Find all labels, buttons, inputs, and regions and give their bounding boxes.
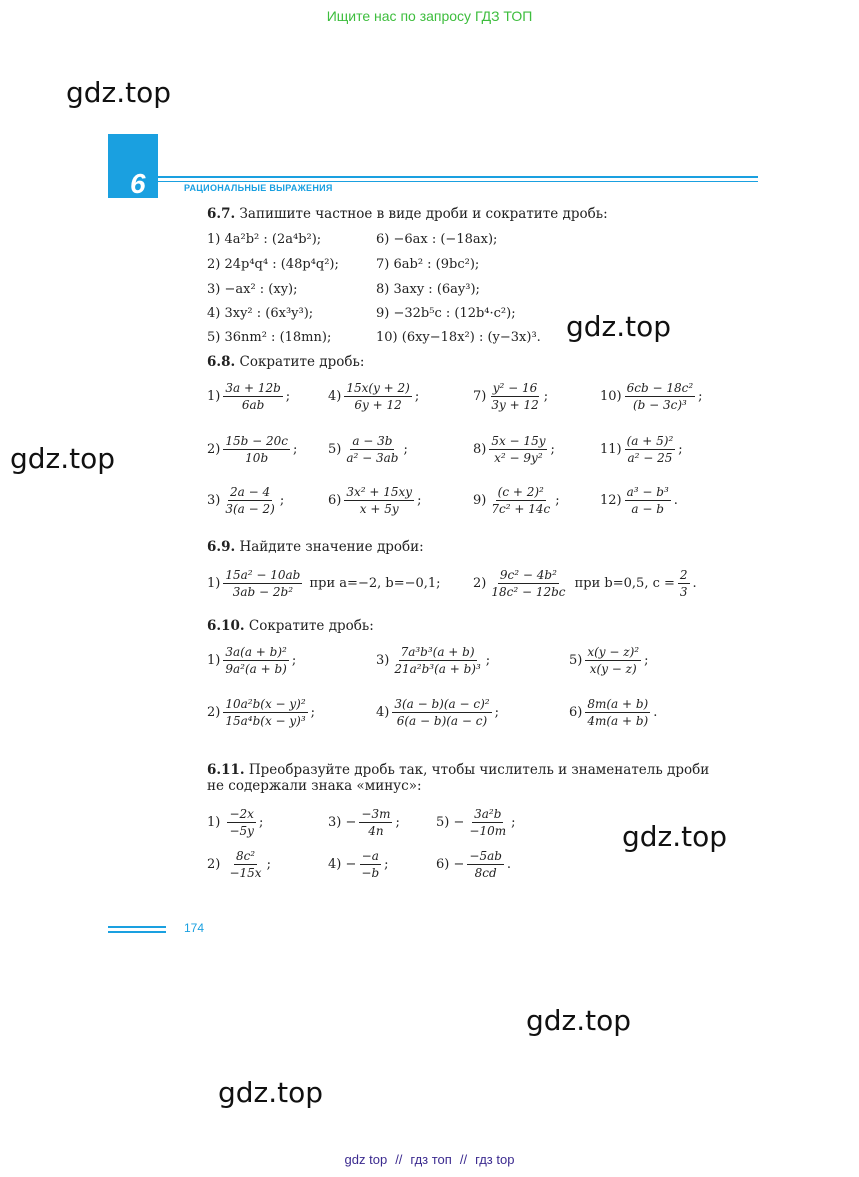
denominator: 3ab − 2b² [232, 585, 293, 599]
numerator: 8m(a + b) [587, 697, 649, 711]
item-label: 3) [207, 493, 221, 508]
condition: при b=0,5, [574, 576, 649, 591]
punct: ; [266, 857, 271, 872]
fraction-item [473, 485, 560, 516]
task-number: 6.10. [207, 618, 245, 634]
header-rule [158, 176, 758, 178]
denominator: 6y + 12 [354, 398, 402, 412]
fraction [625, 485, 671, 516]
fraction-item [473, 381, 548, 412]
sign: − [345, 857, 357, 872]
numerator: 3a + 12b [225, 381, 281, 395]
punct: ; [417, 493, 422, 508]
fraction-item [436, 807, 515, 838]
fraction [625, 381, 696, 412]
punct: ; [644, 653, 649, 668]
separator: // [459, 1152, 468, 1167]
denominator: 3y + 12 [491, 398, 539, 412]
denominator: 7c² + 14c [491, 502, 551, 516]
fraction-item [569, 697, 657, 728]
item-label: 4) [376, 705, 390, 720]
punct: ; [555, 493, 560, 508]
task-number: 6.11. [207, 762, 245, 778]
denominator: x + 5y [359, 502, 399, 516]
punct: ; [494, 705, 499, 720]
numerator: −a [361, 849, 379, 863]
task-6-8-heading [207, 354, 364, 370]
denominator: 4n [368, 824, 384, 838]
denominator: −15x [229, 866, 262, 880]
denominator: x(y − z) [589, 662, 637, 676]
fraction-item [436, 849, 511, 880]
item-label: 8) [473, 442, 487, 457]
item-label: 6) [569, 705, 583, 720]
task-item: 4) 3xy² : (6x³y³); [207, 306, 314, 321]
item-label: 1) [207, 653, 221, 668]
task-6-9-heading [207, 539, 424, 555]
punct: ; [414, 389, 420, 404]
fraction [344, 485, 414, 516]
sign: − [345, 815, 357, 830]
watermark: gdz.top [10, 442, 116, 475]
fraction-item [600, 485, 678, 516]
fraction-item [328, 849, 389, 880]
fraction-item [328, 381, 419, 412]
fraction [227, 849, 263, 880]
item-label: 5) [569, 653, 583, 668]
task-text: Сократите дробь: [248, 618, 374, 634]
fraction [223, 697, 307, 728]
fraction-item [207, 849, 271, 880]
fraction-item [600, 434, 683, 465]
task-text: Запишите частное в виде дроби и сократите дробь: [239, 206, 608, 222]
denominator: 10b [245, 451, 269, 465]
numerator: 3a²b [474, 807, 502, 821]
fraction [223, 485, 276, 516]
task-item: 6) −6ax : (−18ax); [376, 232, 498, 247]
item-label: 1) [207, 815, 221, 830]
numerator: −2x [229, 807, 254, 821]
punct: ; [285, 389, 291, 404]
numerator: 2 [679, 568, 688, 582]
footer-link[interactable]: gdz top [344, 1152, 388, 1167]
footer-rule [108, 926, 166, 928]
numerator: 2a − 4 [230, 485, 271, 499]
punct: ; [395, 815, 400, 830]
fraction-item [207, 434, 297, 465]
item-label: 10) [600, 389, 622, 404]
numerator: a − 3b [352, 434, 393, 448]
item-label: 1) [207, 389, 221, 404]
fraction [489, 568, 567, 599]
task-text: не содержали знака «минус»: [207, 778, 422, 794]
numerator: 5x − 15y [491, 434, 546, 448]
sign: − [453, 815, 465, 830]
denominator: a² − 25 [627, 451, 673, 465]
fraction [467, 807, 508, 838]
numerator: −3m [361, 807, 391, 821]
item-label: 2) [207, 442, 221, 457]
fraction [625, 434, 676, 465]
task-text: Сократите дробь: [239, 354, 365, 370]
task-number: 6.9. [207, 539, 236, 555]
task-item: 9) −32b⁵c : (12b⁴·c²); [376, 306, 516, 321]
item-label: 2) [473, 576, 487, 591]
footer-links [0, 1152, 859, 1167]
task-item: 7) 6ab² : (9bc²); [376, 257, 480, 272]
footer-link[interactable]: гдз топ [410, 1152, 452, 1167]
denominator: 8cd [474, 866, 497, 880]
fraction [489, 381, 540, 412]
task-item: 3) −ax² : (xy); [207, 282, 298, 297]
item-label: 4) [328, 389, 342, 404]
item-label: 3) [376, 653, 390, 668]
item-label: 12) [600, 493, 622, 508]
punct: ; [485, 653, 491, 668]
item-label: 5) [328, 442, 342, 457]
punct: ; [292, 442, 298, 457]
fraction [585, 645, 641, 676]
task-item: 5) 36nm² : (18mn); [207, 330, 332, 345]
denominator: (b − 3c)³ [632, 398, 687, 412]
watermark: gdz.top [622, 820, 728, 853]
numerator: 8c² [235, 849, 256, 863]
fraction-item [328, 485, 421, 516]
numerator: 15x(y + 2) [346, 381, 410, 395]
fraction-item [473, 568, 697, 599]
denominator: 6(a − b)(a − c) [396, 714, 488, 728]
numerator: 6cb − 18c² [626, 381, 694, 395]
header-rule [158, 181, 758, 182]
chapter-title: РАЦИОНАЛЬНЫЕ ВЫРАЖЕНИЯ [184, 183, 333, 193]
item-label: 3) [328, 815, 342, 830]
punct: . [653, 705, 658, 720]
denominator: −10m [469, 824, 507, 838]
numerator: −5ab [469, 849, 502, 863]
denominator: x² − 9y² [494, 451, 543, 465]
footer-rule [108, 931, 166, 933]
item-label: 11) [600, 442, 622, 457]
watermark: gdz.top [526, 1004, 632, 1037]
fraction [223, 568, 302, 599]
numerator: 10a²b(x − y)² [225, 697, 306, 711]
watermark: gdz.top [218, 1076, 324, 1109]
fraction-item [376, 645, 490, 676]
punct: ; [550, 442, 555, 457]
fraction [344, 434, 400, 465]
fraction [344, 381, 412, 412]
denominator: 3(a − 2) [225, 502, 275, 516]
punct: ; [310, 705, 316, 720]
fraction [227, 807, 255, 838]
numerator: a³ − b³ [626, 485, 669, 499]
fraction-item [207, 485, 284, 516]
fraction-item [207, 807, 263, 838]
numerator: 9c² − 4b² [499, 568, 557, 582]
fraction [223, 381, 282, 412]
denominator: 9a²(a + b) [225, 662, 287, 676]
fraction-item [569, 645, 648, 676]
denominator: −b [361, 866, 380, 880]
fraction-item [207, 645, 296, 676]
punct: ; [291, 653, 297, 668]
item-label: 5) [436, 815, 450, 830]
punct: . [673, 493, 678, 508]
punct: ; [384, 857, 389, 872]
denominator: 15a⁴b(x − y)³ [225, 714, 306, 728]
fraction-item [328, 807, 400, 838]
numerator: 15b − 20c [225, 434, 288, 448]
fraction-item [376, 697, 499, 728]
task-item: 8) 3axy : (6ay³); [376, 282, 480, 297]
item-label: 1) [207, 576, 221, 591]
fraction-item [473, 434, 555, 465]
item-label: 7) [473, 389, 487, 404]
condition-var: c = [652, 576, 675, 591]
denominator: 4m(a + b) [587, 714, 649, 728]
fraction [467, 849, 504, 880]
task-number: 6.8. [207, 354, 236, 370]
numerator: 3(a − b)(a − c)² [394, 697, 490, 711]
numerator: 7a³b³(a + b) [400, 645, 475, 659]
punct: ; [543, 389, 549, 404]
denominator: 3 [679, 585, 688, 599]
task-item: 10) (6xy−18x²) : (y−3x)³. [376, 330, 541, 345]
separator: // [395, 1152, 403, 1167]
footer-link[interactable]: гдз top [475, 1152, 515, 1167]
denominator: 6ab [241, 398, 265, 412]
task-item: 1) 4a²b² : (2a⁴b²); [207, 232, 322, 247]
punct: ; [511, 815, 516, 830]
numerator: (a + 5)² [626, 434, 674, 448]
punct: . [506, 857, 512, 872]
task-item: 2) 24p⁴q⁴ : (48p⁴q²); [207, 257, 339, 272]
page-number: 174 [184, 921, 205, 935]
fraction [392, 645, 482, 676]
punct: ; [403, 442, 408, 457]
punct: ; [279, 493, 285, 508]
item-label: 9) [473, 493, 487, 508]
task-6-11-heading [207, 762, 727, 794]
search-banner[interactable]: Ищите нас по запросу ГДЗ ТОП [326, 8, 533, 24]
numerator: (c + 2)² [497, 485, 544, 499]
fraction [223, 434, 290, 465]
fraction [359, 849, 381, 880]
task-text: Найдите значение дроби: [239, 539, 424, 555]
denominator: 18c² − 12bc [491, 585, 566, 599]
denominator: a² − 3ab [346, 451, 399, 465]
chapter-number: 6 [130, 168, 146, 199]
fraction [678, 568, 690, 599]
fraction [489, 485, 552, 516]
fraction [223, 645, 288, 676]
item-label: 2) [207, 705, 221, 720]
punct: ; [678, 442, 683, 457]
item-label: 6) [436, 857, 450, 872]
denominator: −5y [229, 824, 254, 838]
numerator: 3x² + 15xy [346, 485, 413, 499]
fraction [489, 434, 547, 465]
item-label: 4) [328, 857, 342, 872]
task-6-10-heading [207, 618, 374, 634]
watermark: gdz.top [66, 76, 172, 109]
numerator: y² − 16 [492, 381, 538, 395]
fraction-item [207, 697, 315, 728]
fraction [359, 807, 392, 838]
item-label: 2) [207, 857, 221, 872]
task-text: Преобразуйте дробь так, чтобы числитель и знаменатель дроби [248, 762, 710, 778]
fraction-item [207, 568, 441, 599]
watermark: gdz.top [566, 310, 672, 343]
fraction-item [600, 381, 703, 412]
fraction [392, 697, 491, 728]
fraction-item [328, 434, 408, 465]
task-6-7-heading [207, 206, 608, 222]
punct: ; [698, 389, 703, 404]
task-number: 6.7. [207, 206, 236, 222]
punct: ; [258, 815, 264, 830]
numerator: 3a(a + b)² [225, 645, 287, 659]
condition: при a=−2, b=−0,1; [309, 576, 441, 591]
denominator: 21a²b³(a + b)³ [394, 662, 481, 676]
numerator: 15a² − 10ab [225, 568, 301, 582]
denominator: a − b [631, 502, 664, 516]
punct: . [692, 576, 697, 591]
fraction-item [207, 381, 290, 412]
fraction [585, 697, 650, 728]
item-label: 6) [328, 493, 342, 508]
sign: − [453, 857, 465, 872]
numerator: x(y − z)² [587, 645, 640, 659]
